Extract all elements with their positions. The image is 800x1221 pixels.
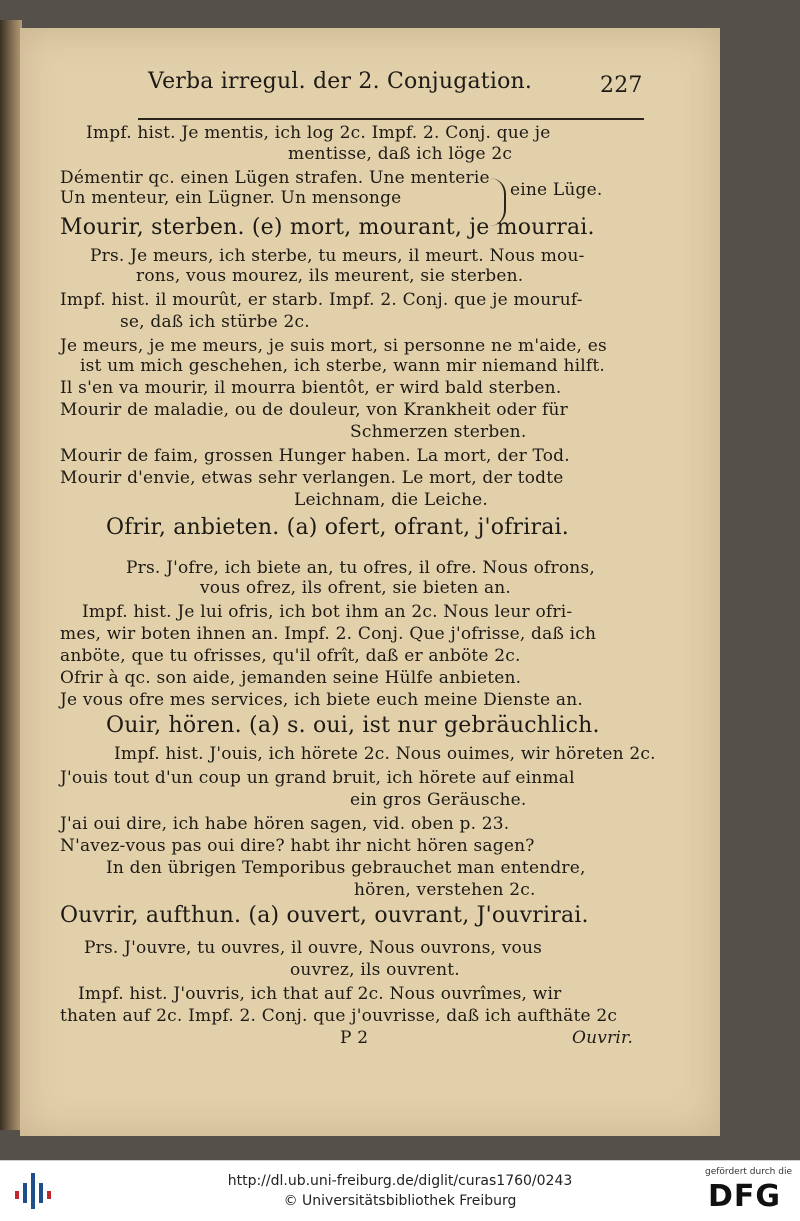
text-line: ist um mich geschehen, ich sterbe, wann mir niemand hilft. <box>80 356 606 376</box>
entry-heading: Mourir, sterben. (e) mort, mourant, je mourrai. <box>60 215 595 240</box>
logo-bar <box>15 1191 19 1199</box>
running-header: Verba irregul. der 2. Conjugation. <box>148 69 533 94</box>
text-line: Prs. J'ofre, ich biete an, tu ofres, il ofre. Nous ofrons, <box>126 558 595 578</box>
text-line: Je vous ofre mes services, ich biete euch meine Dienste an. <box>60 690 583 710</box>
text-line: ouvrez, ils ouvrent. <box>290 960 460 980</box>
text-line: anböte, que tu ofrisses, qu'il ofrît, daß er anböte 2c. <box>60 646 521 666</box>
entry-heading: Ouvrir, aufthun. (a) ouvert, ouvrant, J'ouvrirai. <box>60 903 589 928</box>
text-line: rons, vous mourez, ils meurent, sie sterben. <box>136 266 524 286</box>
text-line: In den übrigen Temporibus gebrauchet man entendre, <box>106 858 586 878</box>
text-line: Impf. hist. il mourût, er starb. Impf. 2. Conj. que je mouruf- <box>60 290 583 310</box>
logo-bar <box>39 1183 43 1203</box>
text-line: Mourir de faim, grossen Hunger haben. La mort, der Tod. <box>60 446 570 466</box>
text-line: Leichnam, die Leiche. <box>294 490 488 510</box>
text-line: thaten auf 2c. Impf. 2. Conj. que j'ouvrisse, daß ich aufthäte 2c <box>60 1006 618 1026</box>
catchword: Ouvrir. <box>572 1028 634 1048</box>
permalink-url[interactable]: http://dl.ub.uni-freiburg.de/diglit/curas1760/0243 <box>227 1173 573 1189</box>
text-line: Il s'en va mourir, il mourra bientôt, er wird bald sterben. <box>60 378 562 398</box>
text-line: Impf. hist. Je mentis, ich log 2c. Impf. 2. Conj. que je <box>86 123 551 143</box>
text-line: J'ai oui dire, ich habe hören sagen, vid. oben p. 23. <box>60 814 510 834</box>
text-line: ein gros Geräusche. <box>350 790 527 810</box>
logo-bar <box>23 1183 27 1203</box>
text-line: N'avez-vous pas oui dire? habt ihr nicht hören sagen? <box>60 836 535 856</box>
page-number: 227 <box>600 73 643 98</box>
book-spine-edge <box>0 20 22 1130</box>
text-line: Je meurs, je me meurs, je suis mort, si personne ne m'aide, es <box>60 336 607 356</box>
text-line: Impf. hist. J'ouvris, ich that auf 2c. Nous ouvrîmes, wir <box>78 984 562 1004</box>
text-line: Démentir qc. einen Lügen strafen. Une menterie <box>60 168 490 188</box>
entry-heading: Ofrir, anbieten. (a) ofert, ofrant, j'ofrirai. <box>106 515 569 540</box>
text-line: hören, verstehen 2c. <box>354 880 536 900</box>
copyright-notice: © Universitätsbibliothek Freiburg <box>283 1193 517 1209</box>
text-line: Schmerzen sterben. <box>350 422 527 442</box>
text-line: vous ofrez, ils ofrent, sie bieten an. <box>200 578 512 598</box>
entry-heading: Ouir, hören. (a) s. oui, ist nur gebräuchlich. <box>106 713 600 738</box>
dfg-logo[interactable]: DFG <box>708 1179 782 1214</box>
text-line: eine Lüge. <box>510 180 603 200</box>
sponsor-caption: gefördert durch die <box>705 1167 792 1177</box>
text-line: Un menteur, ein Lügner. Un mensonge <box>60 188 402 208</box>
text-line: se, daß ich stürbe 2c. <box>120 312 310 332</box>
text-line: Impf. hist. Je lui ofris, ich bot ihm an 2c. Nous leur ofri- <box>82 602 573 622</box>
text-line: Mourir d'envie, etwas sehr verlangen. Le mort, der todte <box>60 468 564 488</box>
text-line: Impf. hist. J'ouis, ich hörete 2c. Nous ouimes, wir höreten 2c. <box>114 744 656 764</box>
text-line: mentisse, daß ich löge 2c <box>288 144 513 164</box>
text-line: Prs. Je meurs, ich sterbe, tu meurs, il meurt. Nous mou- <box>90 246 585 266</box>
text-line: Ofrir à qc. son aide, jemanden seine Hülfe anbieten. <box>60 668 522 688</box>
text-line: Mourir de maladie, ou de douleur, von Krankheit oder für <box>60 400 568 420</box>
ub-freiburg-logo[interactable] <box>14 1173 54 1209</box>
book-page <box>20 28 720 1136</box>
logo-bar <box>31 1173 35 1209</box>
text-line: Prs. J'ouvre, tu ouvres, il ouvre, Nous ouvrons, vous <box>84 938 543 958</box>
header-rule <box>138 118 644 120</box>
text-line: mes, wir boten ihnen an. Impf. 2. Conj. Que j'ofrisse, daß ich <box>60 624 597 644</box>
text-line: J'ouis tout d'un coup un grand bruit, ich hörete auf einmal <box>60 768 575 788</box>
viewer-footer <box>0 1160 800 1221</box>
signature-mark: P 2 <box>340 1028 369 1048</box>
logo-bar <box>47 1191 51 1199</box>
